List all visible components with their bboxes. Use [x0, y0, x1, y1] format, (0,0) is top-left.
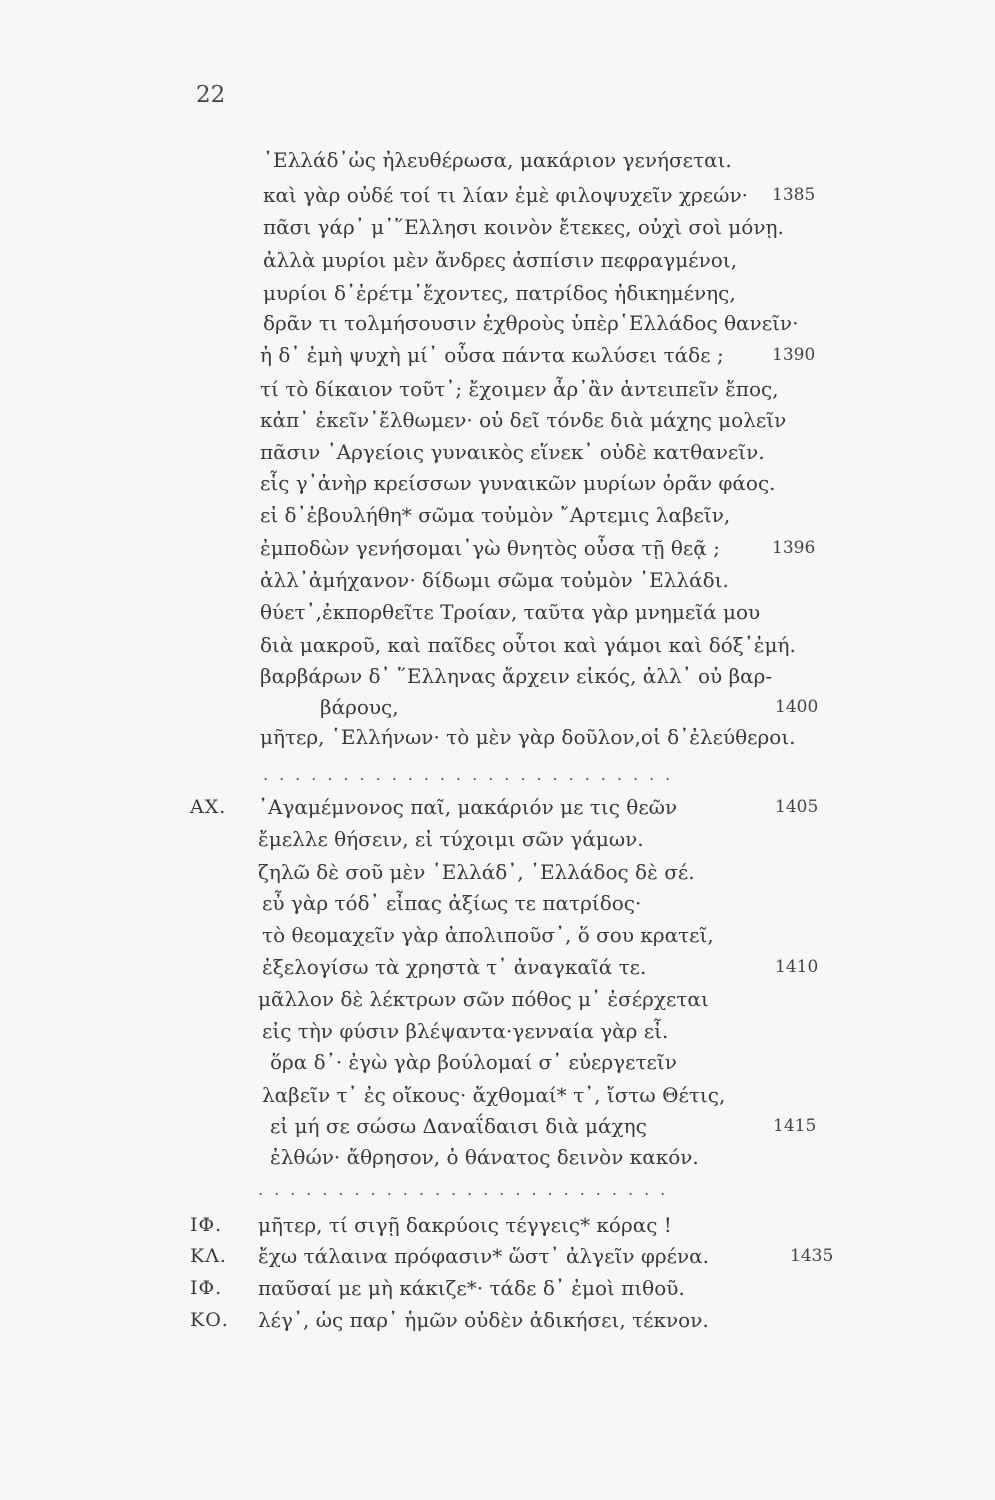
verse-text: μυρίοι δ᾽ἐρέτμ᾽ἔχοντες, πατρίδος ἠδικημένης,	[263, 281, 736, 305]
verse-line	[0, 952, 995, 982]
verse-line	[0, 340, 995, 370]
verse-line	[0, 888, 995, 918]
verse-text: ἐξελογίσω τὰ χρηστὰ τ᾽ ἀναγκαῖά τε.	[262, 955, 647, 979]
verse-line	[0, 500, 995, 530]
verse-text: ..........................	[258, 1180, 677, 1199]
verse-line	[0, 1305, 995, 1335]
verse-line	[0, 920, 995, 950]
speaker-label: ΑΧ.	[190, 796, 227, 818]
speaker-label: ΙΦ.	[190, 1277, 223, 1299]
verse-text: εἰς τὴν φύσιν βλέψαντα·γενναία γὰρ εἶ.	[262, 1019, 669, 1043]
line-number: 1390	[772, 345, 816, 365]
verse-line	[0, 792, 995, 822]
verse-line	[0, 212, 995, 242]
verse-line	[0, 630, 995, 660]
verse-text: μῆτερ, τί σιγῇ δακρύοις τέγγεις* κόρας !	[258, 1213, 672, 1237]
verse-line	[0, 565, 995, 595]
verse-line	[0, 278, 995, 308]
verse-text: καὶ γὰρ οὐδέ τοί τι λίαν ἐμὲ φιλοψυχεῖν χρεών·	[263, 183, 748, 207]
verse-line	[0, 374, 995, 404]
page-number: 22	[196, 82, 226, 108]
line-number: 1435	[790, 1246, 834, 1266]
verse-line	[0, 1080, 995, 1110]
verse-text: ὅρα δ᾽· ἐγὼ γὰρ βούλομαί σ᾽ εὐεργετεῖν	[270, 1050, 677, 1074]
verse-text: ζηλῶ δὲ σοῦ μὲν ῾Ελλάδ᾽, ῾Ελλάδος δὲ σέ.	[258, 860, 695, 884]
verse-text: ἐμποδὼν γενήσομαι᾽γὼ θνητὸς οὖσα τῇ θεᾷ ;	[260, 536, 720, 560]
verse-line	[0, 984, 995, 1014]
verse-text: ἀλλ᾽ἀμήχανον· δίδωμι σῶμα τοὐμὸν ῾Ελλάδι.	[260, 568, 729, 592]
verse-text: ..........................	[263, 765, 682, 784]
line-number: 1415	[773, 1116, 817, 1136]
verse-text: πᾶσιν ᾽Αργείοις γυναικὸς εἵνεκ᾽ οὐδὲ κατθανεῖν.	[260, 440, 765, 464]
verse-text: εὖ γὰρ τόδ᾽ εἶπας ἀξίως τε πατρίδος·	[262, 891, 642, 915]
speaker-label: ΚΛ.	[190, 1245, 227, 1267]
verse-text: ῾Ελλάδ᾽ὡς ἠλευθέρωσα, μακάριον γενήσεται.	[263, 148, 732, 172]
verse-line	[0, 824, 995, 854]
verse-line	[0, 661, 995, 691]
verse-line	[0, 1175, 995, 1205]
verse-text: ἔχω τάλαινα πρόφασιν* ὥστ᾽ ἀλγεῖν φρένα.	[258, 1244, 709, 1268]
verse-line	[0, 533, 995, 563]
verse-line	[0, 245, 995, 275]
speaker-label: ΚΟ.	[190, 1309, 229, 1331]
verse-text: κἀπ᾽ ἐκεῖν᾽ἔλθωμεν· οὐ δεῖ τόνδε διὰ μάχης μολεῖν	[260, 408, 787, 432]
verse-text: ἀλλὰ μυρίοι μὲν ἄνδρες ἀσπίσιν πεφραγμένοι,	[263, 248, 737, 272]
verse-text: μῆτερ, ῾Ελλήνων· τὸ μὲν γὰρ δοῦλον,οἱ δ᾽ἐλεύθεροι.	[260, 725, 796, 749]
verse-text: παῦσαί με μὴ κάκιζε*· τάδε δ᾽ ἐμοὶ πιθοῦ.	[258, 1276, 685, 1300]
verse-line	[0, 1273, 995, 1303]
verse-line	[0, 1142, 995, 1172]
verse-line	[0, 760, 995, 790]
verse-text: λαβεῖν τ᾽ ἐς οἴκους· ἄχθομαί* τ᾽, ἴστω Θέτις,	[262, 1083, 726, 1107]
verse-text: βάρους,	[320, 695, 399, 719]
verse-text: εἷς γ᾽ἀνὴρ κρείσσων γυναικῶν μυρίων ὁρᾶν φάος.	[260, 471, 776, 495]
verse-text: τί τὸ δίκαιον τοῦτ᾽; ἔχοιμεν ἆρ᾽ἂν ἀντειπεῖν ἔπος,	[260, 377, 779, 401]
verse-line	[0, 1111, 995, 1141]
verse-line	[0, 597, 995, 627]
verse-text: λέγ᾽, ὡς παρ᾽ ἡμῶν οὐδὲν ἀδικήσει, τέκνον.	[258, 1308, 709, 1332]
verse-text: εἰ μή σε σώσω Δαναΐδαισι διὰ μάχης	[270, 1114, 647, 1138]
verse-text: μᾶλλον δὲ λέκτρων σῶν πόθος μ᾽ ἐσέρχεται	[258, 987, 709, 1011]
line-number: 1385	[772, 185, 816, 205]
verse-text: ἡ δ᾽ ἐμὴ ψυχὴ μί᾽ οὖσα πάντα κωλύσει τάδε ;	[260, 343, 724, 367]
verse-text: δρᾶν τι τολμήσουσιν ἐχθροὺς ὑπὲρ῾Ελλάδος θανεῖν·	[263, 311, 799, 335]
verse-text: εἰ δ᾽ἐβουλήθη* σῶμα τοὐμὸν ῎Αρτεμις λαβεῖν,	[260, 503, 731, 527]
line-number: 1396	[772, 538, 816, 558]
verse-line	[0, 437, 995, 467]
verse-text: βαρβάρων δ᾽ ῞Ελληνας ἄρχειν εἰκός, ἀλλ᾽ οὐ βαρ-	[260, 664, 773, 688]
verse-line	[0, 1210, 995, 1240]
verse-line	[0, 468, 995, 498]
verse-line	[0, 692, 995, 722]
verse-line	[0, 180, 995, 210]
verse-text: ᾽Αγαμέμνονος παῖ, μακάριόν με τις θεῶν	[258, 795, 678, 819]
verse-text: ἔμελλε θήσειν, εἰ τύχοιμι σῶν γάμων.	[258, 827, 644, 851]
verse-text: ἐλθών· ἄθρησον, ὁ θάνατος δεινὸν κακόν.	[270, 1145, 699, 1169]
verse-line	[0, 308, 995, 338]
line-number: 1400	[775, 697, 819, 717]
verse-line	[0, 145, 995, 175]
verse-line	[0, 1016, 995, 1046]
verse-text: τὸ θεομαχεῖν γὰρ ἀπολιποῦσ᾽, ὅ σου κρατεῖ,	[262, 923, 714, 947]
verse-line	[0, 722, 995, 752]
verse-line	[0, 857, 995, 887]
speaker-label: ΙΦ.	[190, 1214, 223, 1236]
verse-text: θύετ᾽,ἐκπορθεῖτε Τροίαν, ταῦτα γὰρ μνημεῖά μου	[260, 600, 761, 624]
line-number: 1410	[775, 957, 819, 977]
verse-text: διὰ μακροῦ, καὶ παῖδες οὗτοι καὶ γάμοι καὶ δόξ᾽ἐμή.	[260, 633, 796, 657]
verse-text: πᾶσι γάρ᾽ μ᾽῞Ελλησι κοινὸν ἔτεκες, οὐχὶ σοὶ μόνῃ.	[263, 215, 784, 239]
verse-line	[0, 1241, 995, 1271]
line-number: 1405	[775, 797, 819, 817]
verse-line	[0, 405, 995, 435]
verse-line	[0, 1047, 995, 1077]
